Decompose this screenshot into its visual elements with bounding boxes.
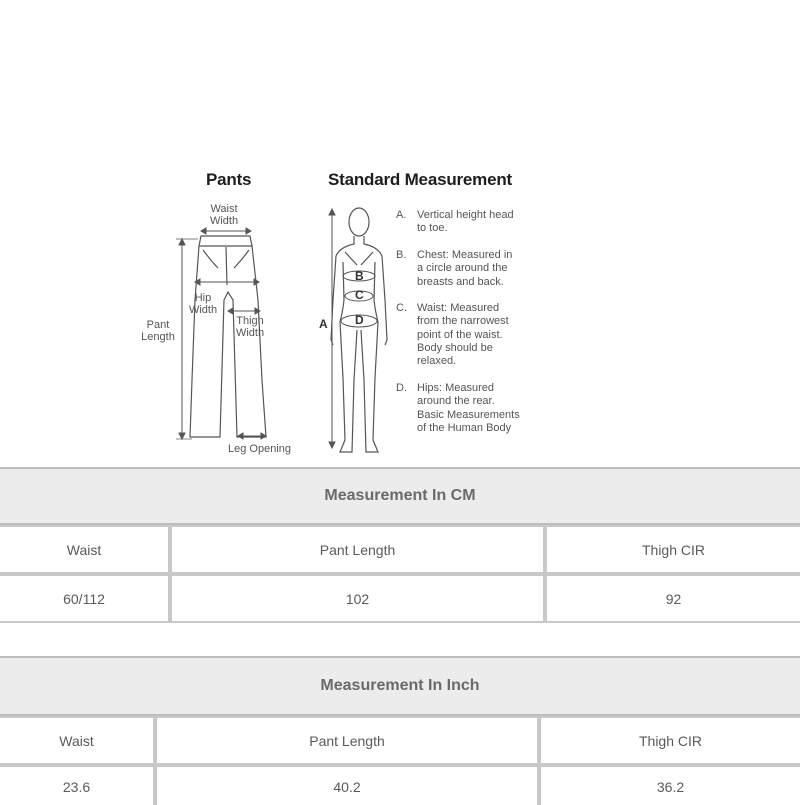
- table-inch-header-thigh-cir: Thigh CIR: [539, 716, 800, 765]
- measurement-legend: A. Vertical height head to toe. B. Chest: Measured in a circle around the breasts and back. C. Waist: Measured from the narrowest point of the waist. Body should be relaxed. D. Hips: Measured around the rear. Basic Measurements of the Human Body: [396, 209, 520, 434]
- table-cm-title: Measurement In CM: [0, 467, 800, 525]
- table-cm: [0, 467, 800, 622]
- table-inch-cell-thigh-cir: 36.2: [539, 765, 800, 805]
- body-letter-a: A: [319, 317, 328, 331]
- body-letter-d: D: [355, 313, 364, 327]
- body-figure-icon: [331, 208, 387, 452]
- table-cm-header-pant-length: Pant Length: [170, 525, 545, 574]
- thigh-width-label: Thigh Width: [235, 315, 265, 339]
- table-inch: [0, 656, 800, 800]
- body-letter-b: B: [355, 269, 364, 283]
- table-inch-cell-waist: 23.6: [0, 765, 155, 805]
- waist-width-label: Waist Width: [209, 203, 239, 227]
- standard-measurement-title: Standard Measurement: [328, 170, 512, 189]
- table-inch-cell-pant-length: 40.2: [155, 765, 539, 805]
- table-inch-title: Measurement In Inch: [0, 656, 800, 716]
- body-letter-c: C: [355, 288, 364, 302]
- leg-opening-label: Leg Opening: [228, 443, 291, 455]
- table-inch-header-pant-length: Pant Length: [155, 716, 539, 765]
- hip-width-label: Hip Width: [188, 292, 218, 316]
- pants-title: Pants: [206, 170, 252, 189]
- table-inch-header-waist: Waist: [0, 716, 155, 765]
- table-cm-header-waist: Waist: [0, 525, 170, 574]
- pant-length-label: Pant Length: [141, 319, 175, 343]
- table-cm-cell-pant-length: 102: [170, 574, 545, 623]
- table-cm-header-thigh-cir: Thigh CIR: [545, 525, 800, 574]
- table-cm-cell-waist: 60/112: [0, 574, 170, 623]
- table-cm-cell-thigh-cir: 92: [545, 574, 800, 623]
